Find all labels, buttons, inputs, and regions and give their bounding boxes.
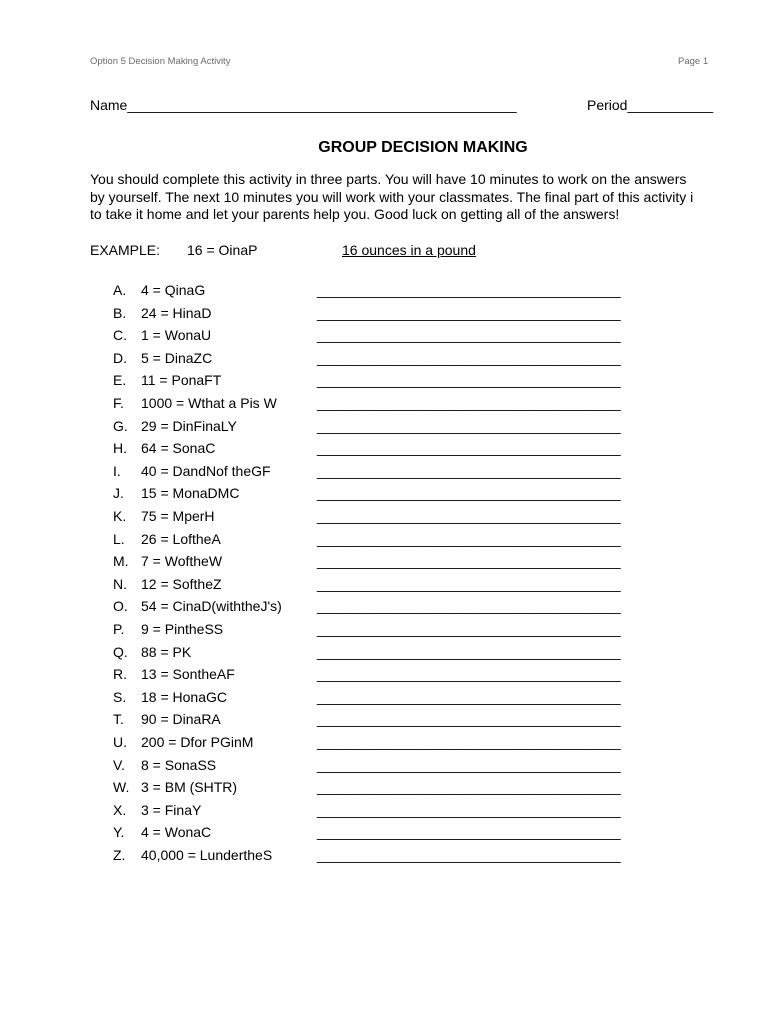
list-item xyxy=(0,666,768,688)
item-letter: W. xyxy=(113,779,130,796)
instructions-paragraph xyxy=(90,171,768,224)
list-item xyxy=(0,576,768,598)
item-equation: 3 = BM (SHTR) xyxy=(141,779,238,796)
list-item xyxy=(0,711,768,733)
list-item xyxy=(0,485,768,507)
name-field[interactable]: Name__________________________________________________ xyxy=(90,97,517,113)
item-equation: 18 = HonaGC xyxy=(141,688,227,705)
period-field[interactable]: Period___________ xyxy=(587,97,714,113)
item-letter: P. xyxy=(113,621,125,637)
item-letter: R. xyxy=(113,666,127,683)
item-letter: M. xyxy=(113,553,129,570)
item-equation: 1000 = Wthat a Pis W xyxy=(141,395,277,411)
instructions-line: You should complete this activity in three parts. You will have 10 minutes to work on the answers xyxy=(90,171,687,187)
answer-blank[interactable]: _______________________________________ xyxy=(317,575,621,592)
item-equation: 1 = WonaU xyxy=(141,327,212,344)
item-letter: L. xyxy=(113,530,125,547)
list-item xyxy=(0,644,768,666)
answer-blank[interactable]: _______________________________________ xyxy=(317,824,621,841)
item-equation: 12 = SoftheZ xyxy=(141,575,222,592)
item-letter: N. xyxy=(113,575,127,592)
answer-blank[interactable]: _______________________________________ xyxy=(317,801,621,818)
item-letter: S. xyxy=(113,688,127,705)
item-letter: O. xyxy=(113,598,128,615)
item-letter: H. xyxy=(113,440,127,457)
answer-blank[interactable]: _______________________________________ xyxy=(317,711,621,728)
list-item xyxy=(0,757,768,779)
item-equation: 24 = HinaD xyxy=(141,304,212,321)
example-answer: 16 ounces in a pound xyxy=(342,242,476,258)
list-item xyxy=(0,418,768,440)
list-item xyxy=(0,531,768,553)
answer-blank[interactable]: _______________________________________ xyxy=(317,282,621,298)
example-equation: 16 = OinaP xyxy=(187,242,258,258)
worksheet-title: GROUP DECISION MAKING xyxy=(318,139,528,156)
answer-blank[interactable]: _______________________________________ xyxy=(317,372,621,389)
item-equation: 64 = SonaC xyxy=(141,440,216,457)
item-equation: 75 = MperH xyxy=(141,508,215,524)
list-item xyxy=(0,440,768,462)
item-equation: 90 = DinaRA xyxy=(141,711,221,728)
item-letter: Z. xyxy=(113,847,126,863)
page-header-title: Option 5 Decision Making Activity xyxy=(90,56,231,67)
answer-blank[interactable]: _______________________________________ xyxy=(317,756,621,773)
list-item xyxy=(0,305,768,327)
item-equation: 40 = DandNof theGF xyxy=(141,462,271,479)
list-item xyxy=(0,689,768,711)
list-item xyxy=(0,508,768,530)
answer-blank[interactable]: _______________________________________ xyxy=(317,553,621,570)
item-letter: X. xyxy=(113,801,127,818)
answer-blank[interactable]: _______________________________________ xyxy=(317,462,621,479)
item-letter: A. xyxy=(113,282,127,298)
list-item xyxy=(0,282,768,304)
item-equation: 40,000 = LundertheS xyxy=(141,847,273,863)
list-item xyxy=(0,621,768,643)
item-equation: 7 = WoftheW xyxy=(141,553,223,570)
list-item xyxy=(0,463,768,485)
list-item xyxy=(0,847,768,869)
list-item xyxy=(0,372,768,394)
item-equation: 54 = CinaD(withtheJ's) xyxy=(141,598,282,615)
instructions-line: by yourself. The next 10 minutes you will work with your classmates. The final part of this activity i xyxy=(90,188,694,205)
item-equation: 88 = PK xyxy=(141,643,192,660)
list-item xyxy=(0,553,768,575)
item-equation: 3 = FinaY xyxy=(141,801,202,818)
list-item xyxy=(0,824,768,846)
answer-blank[interactable]: _______________________________________ xyxy=(317,643,621,660)
answer-blank[interactable]: _______________________________________ xyxy=(317,304,621,321)
item-equation: 26 = LoftheA xyxy=(141,530,221,547)
item-equation: 8 = SonaSS xyxy=(141,756,217,773)
example-label: EXAMPLE: xyxy=(90,242,161,258)
answer-blank[interactable]: _______________________________________ xyxy=(317,621,621,637)
item-equation: 15 = MonaDMC xyxy=(141,485,240,502)
list-item xyxy=(0,734,768,756)
list-item xyxy=(0,327,768,349)
item-letter: K. xyxy=(113,508,127,524)
item-equation: 11 = PonaFT xyxy=(141,372,222,389)
item-letter: I. xyxy=(113,462,121,479)
answer-blank[interactable]: _______________________________________ xyxy=(317,734,621,750)
answer-blank[interactable]: _______________________________________ xyxy=(317,688,621,705)
answer-blank[interactable]: _______________________________________ xyxy=(317,847,621,863)
item-equation: 4 = QinaG xyxy=(141,282,206,298)
answer-blank[interactable]: _______________________________________ xyxy=(317,395,621,411)
answer-blank[interactable]: _______________________________________ xyxy=(317,530,621,547)
item-letter: D. xyxy=(113,349,127,366)
item-letter: V. xyxy=(113,756,125,773)
item-letter: G. xyxy=(113,417,128,434)
list-item xyxy=(0,350,768,372)
item-letter: J. xyxy=(113,485,124,502)
item-equation: 5 = DinaZC xyxy=(141,349,213,366)
item-equation: 13 = SontheAF xyxy=(141,666,235,683)
answer-blank[interactable]: _______________________________________ xyxy=(317,666,621,683)
answer-blank[interactable]: _______________________________________ xyxy=(317,508,621,524)
item-letter: F. xyxy=(113,395,124,411)
list-item xyxy=(0,598,768,620)
list-item xyxy=(0,779,768,801)
item-equation: 29 = DinFinaLY xyxy=(141,417,237,434)
item-letter: Q. xyxy=(113,643,128,660)
answer-blank[interactable]: _______________________________________ xyxy=(317,779,621,796)
page-number: Page 1 xyxy=(678,56,709,67)
answer-blank[interactable]: _______________________________________ xyxy=(317,440,621,457)
item-letter: B. xyxy=(113,304,127,321)
list-item xyxy=(0,395,768,417)
item-letter: C. xyxy=(113,327,127,344)
list-item xyxy=(0,802,768,824)
instructions-line: to take it home and let your parents help you. Good luck on getting all of the answers! xyxy=(90,206,620,222)
answer-blank[interactable]: _______________________________________ xyxy=(317,417,621,434)
item-letter: E. xyxy=(113,372,127,389)
item-letter: T. xyxy=(113,711,124,728)
item-letter: Y. xyxy=(113,824,125,841)
item-letter: U. xyxy=(113,734,127,750)
answer-blank[interactable]: _______________________________________ xyxy=(317,485,621,502)
item-equation: 4 = WonaC xyxy=(141,824,212,841)
answer-blank[interactable]: _______________________________________ xyxy=(317,349,621,366)
item-equation: 9 = PintheSS xyxy=(141,621,224,637)
answer-blank[interactable]: _______________________________________ xyxy=(317,327,621,344)
item-equation: 200 = Dfor PGinM xyxy=(141,734,254,750)
answer-blank[interactable]: _______________________________________ xyxy=(317,598,621,615)
